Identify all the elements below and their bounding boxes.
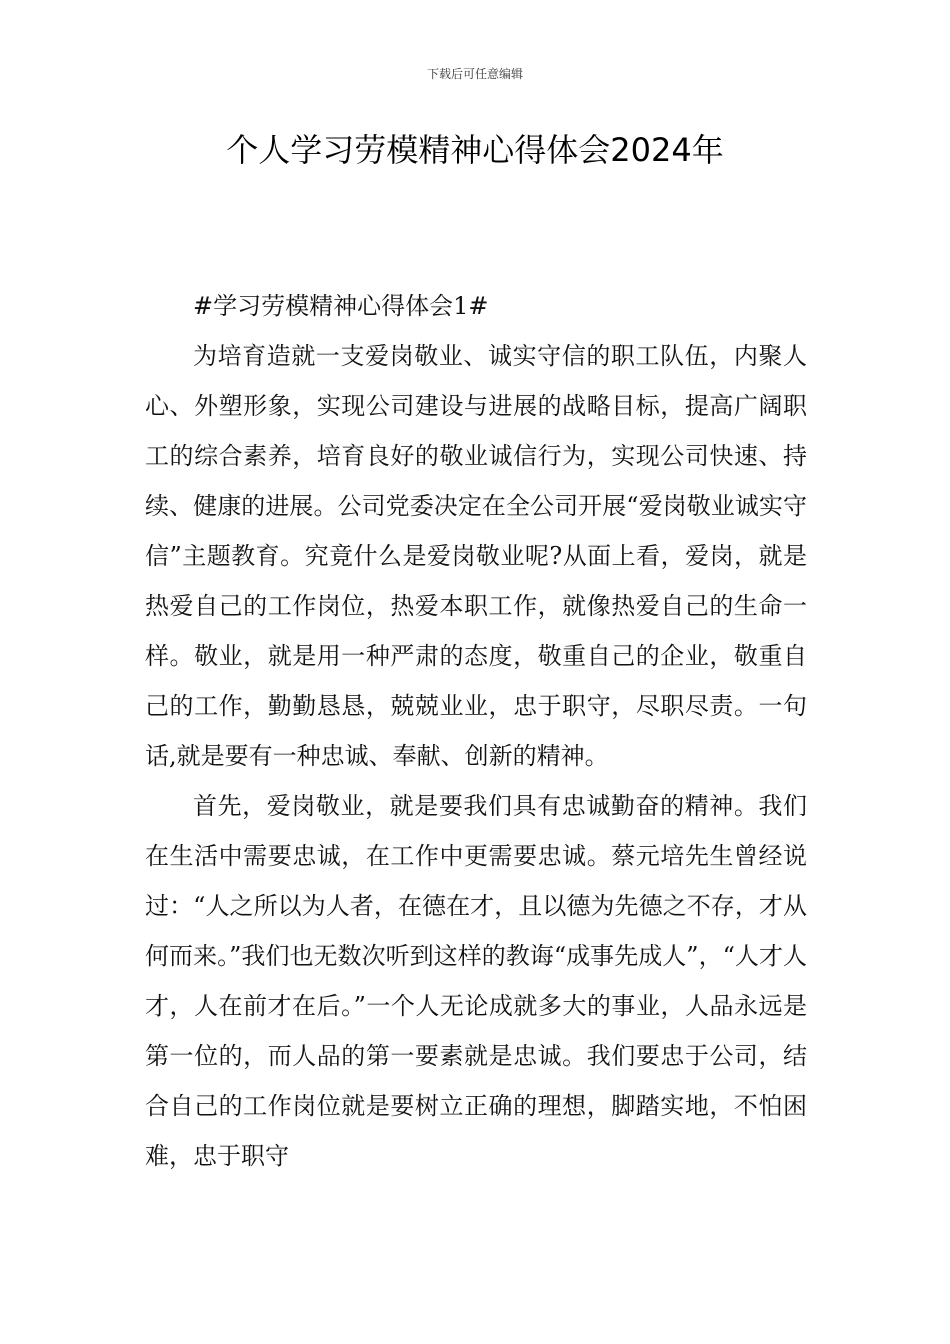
header-note: 下载后可任意编辑 xyxy=(426,67,523,81)
section-heading: #学习劳模精神心得体会1# xyxy=(193,292,489,320)
paragraph-2: 首先，爱岗敬业，就是要我们具有忠诚勤奋的精神。我们在生活中需要忠诚，在工作中更需要忠诚。蔡元培先生曾经说过：“人之所以为人者，在德在才，且以德为先德之不存，才从何而来。”我们也无数次听到这样的教诲“成事先成人”，“人才人才，人在前才在后。”一个人无论成就多大的事业，人品永远是第一位的，而人品的第一要素就是忠诚。我们要忠于公司，结合自己的工作岗位就是要树立正确的理想，脚踏实地，不怕困难，忠于职守 xyxy=(145,792,807,1170)
document-body xyxy=(145,281,807,1181)
paragraph-1: 为培育造就一支爱岗敬业、诚实守信的职工队伍，内聚人心、外塑形象，实现公司建设与进展的战略目标，提高广阔职工的综合素养，培育良好的敬业诚信行为，实现公司快速、持续、健康的进展。公司党委决定在全公司开展“爱岗敬业诚实守信”主题教育。究竟什么是爱岗敬业呢?从面上看，爱岗，就是热爱自己的工作岗位，热爱本职工作，就像热爱自己的生命一样。敬业，就是用一种严肃的态度，敬重自己的企业，敬重自己的工作，勤勤恳恳，兢兢业业，忠于职守，尽职尽责。一句话,就是要有一种忠诚、奉献、创新的精神。 xyxy=(145,342,807,770)
document-title: 个人学习劳模精神心得体会2024年 xyxy=(226,131,724,169)
